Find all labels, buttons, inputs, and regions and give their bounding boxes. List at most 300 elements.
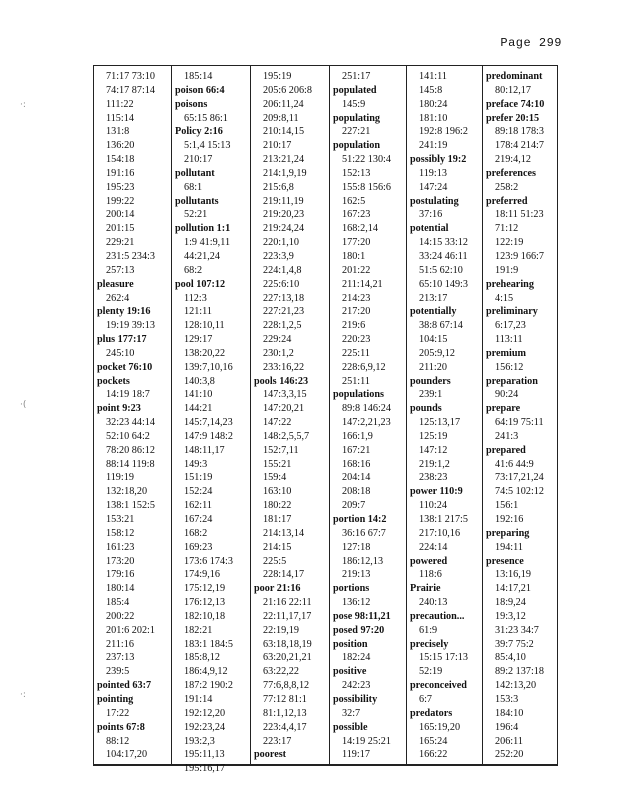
index-reference: 180:1 (342, 250, 366, 262)
index-term: plenty 19:16 (97, 306, 151, 318)
index-reference: 6:17,23 (495, 320, 526, 332)
index-reference: 4:15 (495, 292, 514, 304)
index-term: potentially (410, 306, 457, 318)
index-reference: 127:18 (342, 541, 371, 553)
index-reference: 155:8 156:6 (342, 181, 391, 193)
index-term: population (333, 140, 380, 152)
index-reference: 193:2,3 (184, 735, 215, 747)
index-reference: 224:1,4,8 (263, 264, 302, 276)
index-reference: 185:4 (106, 597, 130, 609)
index-reference: 191:16 (106, 167, 135, 179)
index-reference: 165:19,20 (419, 721, 461, 733)
index-reference: 21:16 22:11 (263, 597, 312, 609)
index-reference: 152:13 (342, 167, 371, 179)
index-reference: 219:13 (342, 569, 371, 581)
index-reference: 147:22 (263, 417, 292, 429)
index-reference: 154:18 (106, 154, 135, 166)
index-column-6 (483, 66, 557, 764)
index-reference: 182:10,18 (184, 610, 226, 622)
index-term: predominant (486, 71, 543, 82)
index-reference: 123:9 166:7 (495, 250, 544, 262)
index-reference: 74:17 87:14 (106, 84, 155, 96)
index-reference: 148:2,5,5,7 (263, 430, 310, 442)
index-reference: 173:6 174:3 (184, 555, 233, 567)
index-reference: 223:4,4,17 (263, 721, 307, 733)
index-term: poison 66:4 (175, 84, 225, 96)
index-term: pool 107:12 (175, 278, 226, 290)
index-term: populations (333, 389, 384, 401)
index-reference: 192:12,20 (184, 707, 226, 719)
index-reference: 152:7,11 (263, 444, 299, 456)
index-reference: 63:18,18,19 (263, 638, 312, 650)
index-term: pounds (410, 403, 442, 415)
index-term: pollutant (175, 167, 215, 179)
index-reference: 167:24 (184, 514, 213, 525)
index-reference: 219:4,12 (495, 154, 531, 166)
index-reference: 145:8 (419, 84, 443, 96)
index-reference: 201:22 (342, 264, 371, 276)
index-reference: 192:8 196:2 (419, 126, 468, 138)
index-term: pollutants (175, 195, 219, 207)
index-reference: 89:8 146:24 (342, 403, 391, 415)
index-reference: 52:21 (184, 209, 208, 221)
index-reference: 51:22 130:4 (342, 154, 391, 166)
index-reference: 186:12,13 (342, 555, 384, 567)
index-reference: 147:3,3,15 (263, 389, 307, 401)
index-reference: 141:11 (419, 71, 447, 82)
index-term: pockets (97, 375, 130, 387)
index-reference: 73:17,21,24 (495, 472, 544, 484)
index-term: premium (486, 347, 526, 359)
index-reference: 239:5 (106, 666, 130, 678)
index-reference: 147:20,21 (263, 403, 305, 415)
index-reference: 214:13,14 (263, 527, 305, 539)
index-term: pointing (97, 693, 134, 705)
index-reference: 225:5 (263, 555, 287, 567)
index-reference: 224:14 (419, 541, 448, 553)
index-reference: 111:22 (106, 98, 134, 110)
index-reference: 14:19 25:21 (342, 735, 391, 747)
word-index-table (93, 65, 558, 775)
index-term: position (333, 638, 368, 650)
index-term: pools 146:23 (254, 375, 309, 387)
index-reference: 161:23 (106, 541, 135, 553)
index-reference: 258:2 (495, 181, 519, 193)
index-reference: 209:7 (342, 500, 366, 512)
index-reference: 140:3,8 (184, 375, 215, 387)
index-reference: 217:20 (342, 306, 371, 318)
index-reference: 217:10,16 (419, 527, 461, 539)
index-reference: 153:3 (495, 693, 519, 705)
index-reference: 165:24 (419, 735, 448, 747)
index-reference: 228:14,17 (263, 569, 305, 581)
index-reference: 147:9 148:2 (184, 430, 233, 442)
index-reference: 225:6:10 (263, 278, 300, 290)
index-reference: 19:19 39:13 (106, 320, 155, 332)
index-reference: 74:5 102:12 (495, 486, 544, 498)
margin-mark: ·: (20, 100, 26, 110)
index-term: populating (333, 112, 380, 124)
index-reference: 104:17,20 (106, 749, 148, 761)
index-reference: 141:10 (184, 389, 213, 401)
index-reference: 44:21,24 (184, 250, 220, 262)
index-term: possibility (333, 693, 378, 705)
index-term: pounders (410, 375, 451, 387)
index-reference: 192:16 (495, 514, 524, 525)
index-reference: 88:12 (106, 735, 130, 747)
index-reference: 129:17 (184, 334, 213, 346)
index-reference: 89:18 178:3 (495, 126, 544, 138)
index-reference: 158:12 (106, 527, 135, 539)
index-reference: 208:18 (342, 486, 371, 498)
index-reference: 195:23 (106, 181, 135, 193)
index-reference: 1:9 41:9,11 (184, 237, 231, 249)
index-reference: 15:15 17:13 (419, 652, 468, 664)
index-reference: 201:15 (106, 223, 135, 235)
index-reference: 181:10 (419, 112, 448, 124)
index-reference: 41:6 44:9 (495, 458, 534, 470)
index-reference: 152:24 (184, 486, 213, 498)
index-reference: 195:16,17 (184, 763, 226, 775)
index-reference: 228:1,2,5 (263, 320, 302, 332)
index-reference: 167:21 (342, 444, 371, 456)
index-reference: 177:20 (342, 237, 371, 249)
index-reference: 166:1,9 (342, 430, 373, 442)
index-reference: 219:11,19 (263, 195, 304, 207)
index-reference: 32:23 44:14 (106, 417, 155, 429)
index-reference: 52:19 (419, 666, 443, 678)
index-reference: 220:23 (342, 334, 371, 346)
index-column-2 (172, 66, 251, 775)
index-term: prefer 20:15 (486, 112, 540, 124)
index-reference: 145:7,14,23 (184, 417, 233, 429)
index-reference: 89:2 137:18 (495, 666, 544, 678)
index-term: predators (410, 707, 453, 719)
index-reference: 163:10 (263, 486, 292, 498)
index-reference: 229:21 (106, 237, 135, 249)
index-reference: 115:14 (106, 112, 134, 124)
index-reference: 241:3 (495, 430, 519, 442)
index-reference: 144:21 (184, 403, 213, 415)
index-term: positive (333, 666, 367, 678)
index-reference: 110:24 (419, 500, 447, 512)
index-reference: 178:4 214:7 (495, 140, 544, 152)
index-reference: 18:9,24 (495, 597, 526, 609)
index-reference: 37:16 (419, 209, 443, 221)
index-term: preferred (486, 195, 528, 207)
index-reference: 240:13 (419, 597, 448, 609)
index-reference: 168:16 (342, 458, 371, 470)
index-reference: 6:7 (419, 693, 433, 705)
index-term: populated (333, 84, 377, 96)
index-column-5 (407, 66, 483, 764)
index-reference: 125:19 (419, 430, 448, 442)
index-reference: 77:6,8,8,12 (263, 680, 310, 692)
index-reference: 71:17 73:10 (106, 71, 155, 82)
index-reference: 196:4 (495, 721, 519, 733)
index-reference: 231:5 234:3 (106, 250, 155, 262)
margin-mark: ·: (20, 690, 26, 700)
index-reference: 113:11 (495, 334, 523, 346)
index-term: pleasure (97, 278, 134, 290)
index-reference: 139:7,10,16 (184, 361, 233, 373)
index-reference: 138:20,22 (184, 347, 226, 359)
index-term: preferences (486, 167, 536, 179)
index-reference: 186:4,9,12 (184, 666, 228, 678)
index-reference: 128:10,11 (184, 320, 225, 332)
index-reference: 175:12,19 (184, 583, 226, 595)
index-reference: 145:9 (342, 98, 366, 110)
index-term: portion 14:2 (333, 514, 387, 525)
index-reference: 219:1,2 (419, 458, 450, 470)
index-reference: 220:1,10 (263, 237, 299, 249)
index-reference: 39:7 75:2 (495, 638, 534, 650)
index-reference: 183:1 184:5 (184, 638, 233, 650)
index-reference: 214:15 (263, 541, 292, 553)
index-term: prepared (486, 444, 526, 456)
index-reference: 122:19 (495, 237, 524, 249)
page-number: Page 299 (500, 36, 562, 50)
index-reference: 201:6 202:1 (106, 624, 155, 636)
index-reference: 210:17 (263, 140, 292, 152)
index-reference: 32:7 (342, 707, 361, 719)
index-term: point 9:23 (97, 403, 141, 415)
index-reference: 200:22 (106, 610, 135, 622)
index-term: prehearing (486, 278, 534, 290)
index-reference: 227:13,18 (263, 292, 305, 304)
index-reference: 104:15 (419, 334, 448, 346)
index-reference: 215:6,8 (263, 181, 294, 193)
index-reference: 228:6,9,12 (342, 361, 386, 373)
index-reference: 262:4 (106, 292, 130, 304)
index-term: plus 177:17 (97, 334, 147, 346)
index-column-3 (251, 66, 330, 764)
index-reference: 71:12 (495, 223, 519, 235)
index-reference: 168:2 (184, 527, 208, 539)
index-reference: 180:22 (263, 500, 292, 512)
index-reference: 182:24 (342, 652, 371, 664)
index-term: possibly 19:2 (410, 154, 467, 166)
index-reference: 206:11,24 (263, 98, 304, 110)
index-reference: 80:12,17 (495, 84, 531, 96)
index-reference: 136:20 (106, 140, 135, 152)
index-reference: 81:1,12,13 (263, 707, 307, 719)
index-reference: 68:2 (184, 264, 203, 276)
index-reference: 78:20 86:12 (106, 444, 155, 456)
index-reference: 205:9,12 (419, 347, 455, 359)
index-reference: 14:19 18:7 (106, 389, 150, 401)
index-reference: 191:14 (184, 693, 213, 705)
index-reference: 214:23 (342, 292, 371, 304)
index-term: preconceived (410, 680, 467, 692)
index-reference: 147:24 (419, 181, 448, 193)
index-reference: 88:14 119:8 (106, 458, 155, 470)
index-term: Prairie (410, 583, 441, 595)
index-reference: 52:10 64:2 (106, 430, 150, 442)
index-reference: 219:24,24 (263, 223, 305, 235)
index-reference: 251:17 (342, 71, 371, 82)
index-reference: 153:21 (106, 514, 135, 525)
index-reference: 156:12 (495, 361, 524, 373)
index-reference: 85:4,10 (495, 652, 526, 664)
index-term: preface 74:10 (486, 98, 545, 110)
index-term: poisons (175, 98, 208, 110)
index-term: pointed 63:7 (97, 680, 152, 692)
index-reference: 233:16,22 (263, 361, 305, 373)
index-term: precisely (410, 638, 449, 650)
index-reference: 176:12,13 (184, 597, 226, 609)
index-reference: 210:17 (184, 154, 213, 166)
index-reference: 148:11,17 (184, 444, 225, 456)
index-reference: 180:14 (106, 583, 135, 595)
index-reference: 14:17,21 (495, 583, 531, 595)
index-reference: 213:21,24 (263, 154, 305, 166)
index-reference: 252:20 (495, 749, 524, 761)
index-term: presence (486, 555, 524, 567)
index-reference: 159:4 (263, 472, 287, 484)
index-reference: 125:13,17 (419, 417, 461, 429)
index-reference: 90:24 (495, 389, 519, 401)
index-reference: 138:1 152:5 (106, 500, 155, 512)
index-reference: 191:9 (495, 264, 519, 276)
index-reference: 194:11 (495, 541, 523, 553)
index-term: portions (333, 583, 370, 595)
index-reference: 219:20,23 (263, 209, 305, 221)
index-reference: 14:15 33:12 (419, 237, 468, 249)
index-reference: 33:24 46:11 (419, 250, 468, 262)
index-reference: 239:1 (419, 389, 443, 401)
index-reference: 119:17 (342, 749, 370, 761)
index-reference: 138:1 217:5 (419, 514, 468, 525)
index-term: posed 97:20 (333, 624, 385, 636)
index-term: points 67:8 (97, 721, 145, 733)
index-reference: 166:22 (419, 749, 448, 761)
index-reference: 167:23 (342, 209, 371, 221)
index-reference: 182:21 (184, 624, 213, 636)
index-reference: 206:11 (495, 735, 523, 747)
index-term: potential (410, 223, 449, 235)
index-reference: 179:16 (106, 569, 135, 581)
index-reference: 181:17 (263, 514, 292, 525)
index-reference: 195:19 (263, 71, 292, 82)
index-reference: 136:12 (342, 597, 371, 609)
index-reference: 156:1 (495, 500, 519, 512)
index-reference: 200:14 (106, 209, 135, 221)
index-reference: 119:13 (419, 167, 447, 179)
index-reference: 192:23,24 (184, 721, 226, 733)
index-reference: 168:2,14 (342, 223, 378, 235)
index-term: preliminary (486, 306, 538, 318)
index-reference: 64:19 75:11 (495, 417, 544, 429)
index-reference: 225:11 (342, 347, 370, 359)
index-reference: 185:14 (184, 71, 213, 82)
index-reference: 257:13 (106, 264, 135, 276)
index-term: poorest (254, 749, 287, 761)
index-reference: 204:14 (342, 472, 371, 484)
index-reference: 242:23 (342, 680, 371, 692)
index-reference: 121:11 (184, 306, 212, 318)
index-term: poor 21:16 (254, 583, 301, 595)
index-reference: 131:8 (106, 126, 130, 138)
index-reference: 205:6 206:8 (263, 84, 312, 96)
index-reference: 195:11,13 (184, 749, 225, 761)
index-reference: 31:23 34:7 (495, 624, 539, 636)
index-term: pocket 76:10 (97, 361, 153, 373)
index-reference: 209:8,11 (263, 112, 299, 124)
index-term: pollution 1:1 (175, 223, 231, 235)
index-reference: 230:1,2 (263, 347, 294, 359)
index-term: power 110:9 (410, 486, 463, 498)
index-column-4 (330, 66, 407, 764)
index-term: preparation (486, 375, 538, 387)
index-reference: 112:3 (184, 292, 207, 304)
index-reference: 65:10 149:3 (419, 278, 468, 290)
index-reference: 169:23 (184, 541, 213, 553)
index-reference: 241:19 (419, 140, 448, 152)
index-reference: 251:11 (342, 375, 370, 387)
index-reference: 63:20,21,21 (263, 652, 312, 664)
index-reference: 184:10 (495, 707, 524, 719)
index-reference: 63:22,22 (263, 666, 299, 678)
index-reference: 211:16 (106, 638, 134, 650)
index-reference: 147:12 (419, 444, 448, 456)
index-reference: 227:21 (342, 126, 371, 138)
index-reference: 61:9 (419, 624, 438, 636)
index-reference: 149:3 (184, 458, 208, 470)
index-reference: 151:19 (184, 472, 213, 484)
index-column-1 (94, 66, 172, 764)
index-reference: 211:20 (419, 361, 447, 373)
index-reference: 142:13,20 (495, 680, 537, 692)
index-reference: 65:15 86:1 (184, 112, 228, 124)
index-reference: 119:19 (106, 472, 134, 484)
index-reference: 13:16,19 (495, 569, 531, 581)
index-term: precaution... (410, 610, 465, 622)
index-reference: 223:17 (263, 735, 292, 747)
index-reference: 211:14,21 (342, 278, 383, 290)
index-reference: 77:12 81:1 (263, 693, 307, 705)
index-reference: 22:19,19 (263, 624, 299, 636)
index-reference: 132:18,20 (106, 486, 148, 498)
index-term: Policy 2:16 (175, 126, 223, 138)
index-reference: 18:11 51:23 (495, 209, 544, 221)
index-reference: 162:11 (184, 500, 212, 512)
index-reference: 17:22 (106, 707, 130, 719)
index-reference: 162:5 (342, 195, 366, 207)
index-reference: 223:3,9 (263, 250, 294, 262)
index-reference: 227:21,23 (263, 306, 305, 318)
index-reference: 238:23 (419, 472, 448, 484)
index-reference: 245:10 (106, 347, 135, 359)
index-reference: 210:14,15 (263, 126, 305, 138)
index-reference: 199:22 (106, 195, 135, 207)
index-term: pose 98:11,21 (333, 610, 391, 622)
index-reference: 51:5 62:10 (419, 264, 463, 276)
index-reference: 180:24 (419, 98, 448, 110)
index-reference: 214:1,9,19 (263, 167, 307, 179)
index-reference: 219:6 (342, 320, 366, 332)
index-reference: 237:13 (106, 652, 135, 664)
index-reference: 38:8 67:14 (419, 320, 463, 332)
index-term: preparing (486, 527, 530, 539)
index-reference: 5:1,4 15:13 (184, 140, 231, 152)
index-reference: 173:20 (106, 555, 135, 567)
margin-mark: ·( (20, 400, 27, 410)
index-reference: 22:11,17,17 (263, 610, 312, 622)
index-reference: 147:2,21,23 (342, 417, 391, 429)
index-reference: 187:2 190:2 (184, 680, 233, 692)
index-term: powered (410, 555, 448, 567)
